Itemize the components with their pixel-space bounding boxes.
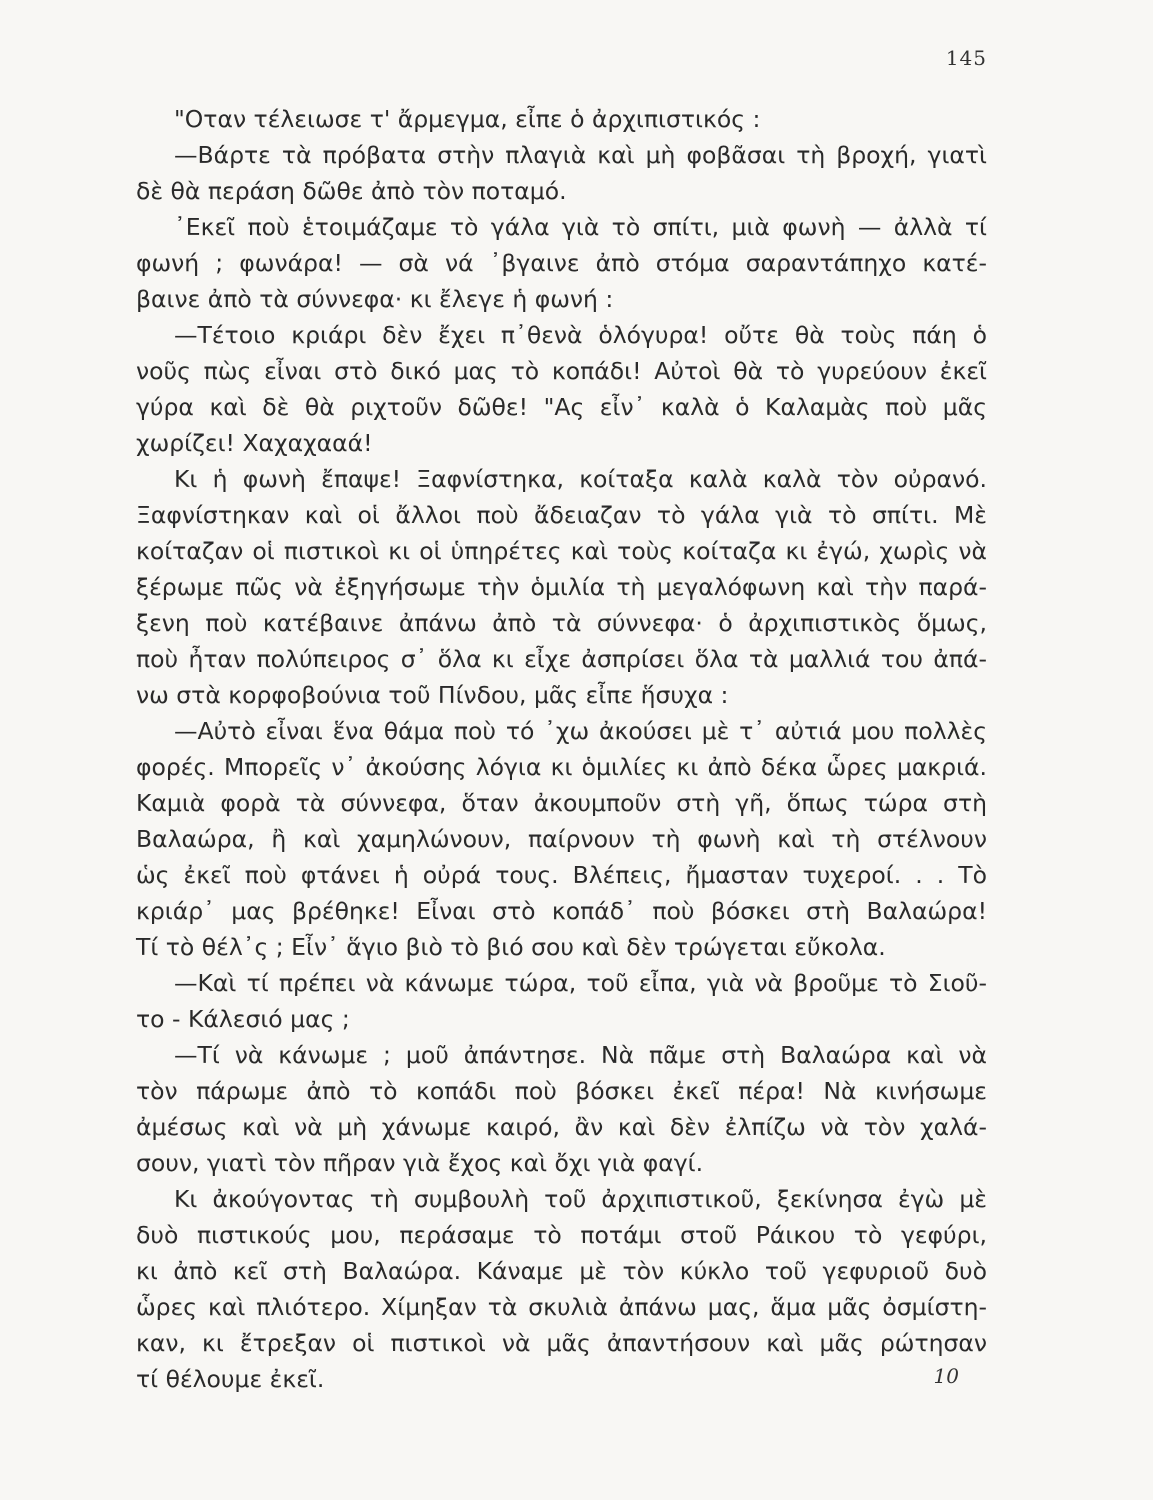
text-line: τὸν πάρωμε ἀπὸ τὸ κοπάδι ποὺ βόσκει ἐκεῖ πέρα! Νὰ κινήσωμε [136,1077,987,1105]
text-line: χωρίζει! Χαχαχααά! [136,429,373,457]
text-line: κοίταζαν οἱ πιστικοὶ κι οἱ ὑπηρέτες καὶ τοὺς κοίταζα κι ἐγώ, χωρὶς νὰ [136,537,987,565]
text-line: φωνή ; φωνάρα! — σὰ νά ᾿βγαινε ἀπὸ στόμα σαραντάπηχο κατέ- [136,249,987,277]
text-line: δυὸ πιστικούς μου, περάσαμε τὸ ποτάμι στοῦ Ράικου τὸ γεφύρι, [136,1221,987,1249]
text-line: —Καὶ τί πρέπει νὰ κάνωμε τώρα, τοῦ εἶπα, γιὰ νὰ βροῦμε τὸ Σιοῦ- [174,969,987,997]
text-line: ποὺ ἦταν πολύπειρος σ᾿ ὅλα κι εἶχε ἀσπρίσει ὅλα τὰ μαλλιά του ἀπά- [136,645,987,673]
text-line: ξέρωμε πῶς νὰ ἐξηγήσωμε τὴν ὁμιλία τὴ μεγαλόφωνη καὶ τὴν παρά- [136,573,987,601]
text-line: φορές. Μπορεῖς ν᾿ ἀκούσης λόγια κι ὁμιλίες κι ἀπὸ δέκα ὧρες μακριά. [136,753,987,781]
text-line: —Αὐτὸ εἶναι ἕνα θάμα ποὺ τό ᾿χω ἀκούσει μὲ τ᾿ αὐτιά μου πολλὲς [174,717,987,745]
text-line: Τί τὸ θέλ᾿ς ; Εἶν᾿ ἅγιο βιὸ τὸ βιό σου καὶ δὲν τρώγεται εὔκολα. [136,933,886,961]
text-line: —Βάρτε τὰ πρόβατα στὴν πλαγιὰ καὶ μὴ φοβᾶσαι τὴ βροχή, γιατὶ [174,141,987,169]
text-line: ᾿Εκεῖ ποὺ ἑτοιμάζαμε τὸ γάλα γιὰ τὸ σπίτι, μιὰ φωνὴ — ἀλλὰ τί [174,213,987,241]
page-number: 145 [945,46,987,70]
text-line: δὲ θὰ περάση δῶθε ἀπὸ τὸν ποταμό. [136,177,567,205]
text-line: Βαλαώρα, ἢ καὶ χαμηλώνουν, παίρνουν τὴ φωνὴ καὶ τὴ στέλνουν [136,825,987,853]
text-line: Κι ἡ φωνὴ ἔπαψε! Ξαφνίστηκα, κοίταξα καλὰ καλὰ τὸν οὐρανό. [174,465,987,493]
text-line: —Τέτοιο κριάρι δὲν ἔχει π᾿θενὰ ὁλόγυρα! οὔτε θὰ τοὺς πάη ὁ [174,321,987,349]
text-line: ὧρες καὶ πλιότερο. Χίμηξαν τὰ σκυλιὰ ἀπάνω μας, ἅμα μᾶς ὀσμίστη- [136,1293,987,1321]
text-line: κι ἀπὸ κεῖ στὴ Βαλαώρα. Κάναμε μὲ τὸν κύκλο τοῦ γεφυριοῦ δυὸ [136,1257,987,1285]
text-line: —Τί νὰ κάνωμε ; μοῦ ἀπάντησε. Νὰ πᾶμε στὴ Βαλαώρα καὶ νὰ [174,1041,987,1069]
signature-mark: 10 [933,1364,959,1388]
text-line: σουν, γιατὶ τὸν πῆραν γιὰ ἔχος καὶ ὄχι γιὰ φαγί. [136,1149,704,1177]
text-line: κριάρ᾿ μας βρέθηκε! Εἶναι στὸ κοπάδ᾿ ποὺ βόσκει στὴ Βαλαώρα! [136,897,987,925]
text-line: Καμιὰ φορὰ τὰ σύννεφα, ὅταν ἀκουμποῦν στὴ γῆ, ὅπως τώρα στὴ [136,789,987,817]
text-line: το - Κάλεσιό μας ; [136,1005,350,1033]
text-line: καν, κι ἔτρεξαν οἱ πιστικοὶ νὰ μᾶς ἀπαντήσουν καὶ μᾶς ρώτησαν [136,1329,987,1357]
text-line: Ξαφνίστηκαν καὶ οἱ ἄλλοι ποὺ ἄδειαζαν τὸ γάλα γιὰ τὸ σπίτι. Μὲ [136,501,987,529]
text-line: γύρα καὶ δὲ θὰ ριχτοῦν δῶθε! "Ας εἶν᾿ καλὰ ὁ Καλαμὰς ποὺ μᾶς [136,393,987,421]
text-line: ὡς ἐκεῖ ποὺ φτάνει ἡ οὐρά τους. Βλέπεις, ἤμασταν τυχεροί. . . Τὸ [136,861,987,889]
text-line: ξενη ποὺ κατέβαινε ἀπάνω ἀπὸ τὰ σύννεφα· ὁ ἀρχιπιστικὸς ὅμως, [136,609,987,637]
text-line: βαινε ἀπὸ τὰ σύννεφα· κι ἔλεγε ἡ φωνή : [136,285,614,313]
text-line: νω στὰ κορφοβούνια τοῦ Πίνδου, μᾶς εἶπε ἥσυχα : [136,681,729,709]
text-line: "Οταν τέλειωσε τ' ἄρμεγμα, εἶπε ὁ ἀρχιπιστικός : [174,105,761,133]
body-text [136,101,987,1397]
text-line: νοῦς πὼς εἶναι στὸ δικό μας τὸ κοπάδι! Αὐτοὶ θὰ τὸ γυρεύουν ἐκεῖ [136,357,987,385]
text-line: τί θέλουμε ἐκεῖ. [136,1365,325,1393]
text-line: ἀμέσως καὶ νὰ μὴ χάνωμε καιρό, ἂν καὶ δὲν ἐλπίζω νὰ τὸν χαλά- [136,1113,987,1141]
text-line: Κι ἀκούγοντας τὴ συμβουλὴ τοῦ ἀρχιπιστικοῦ, ξεκίνησα ἐγὼ μὲ [174,1185,987,1213]
